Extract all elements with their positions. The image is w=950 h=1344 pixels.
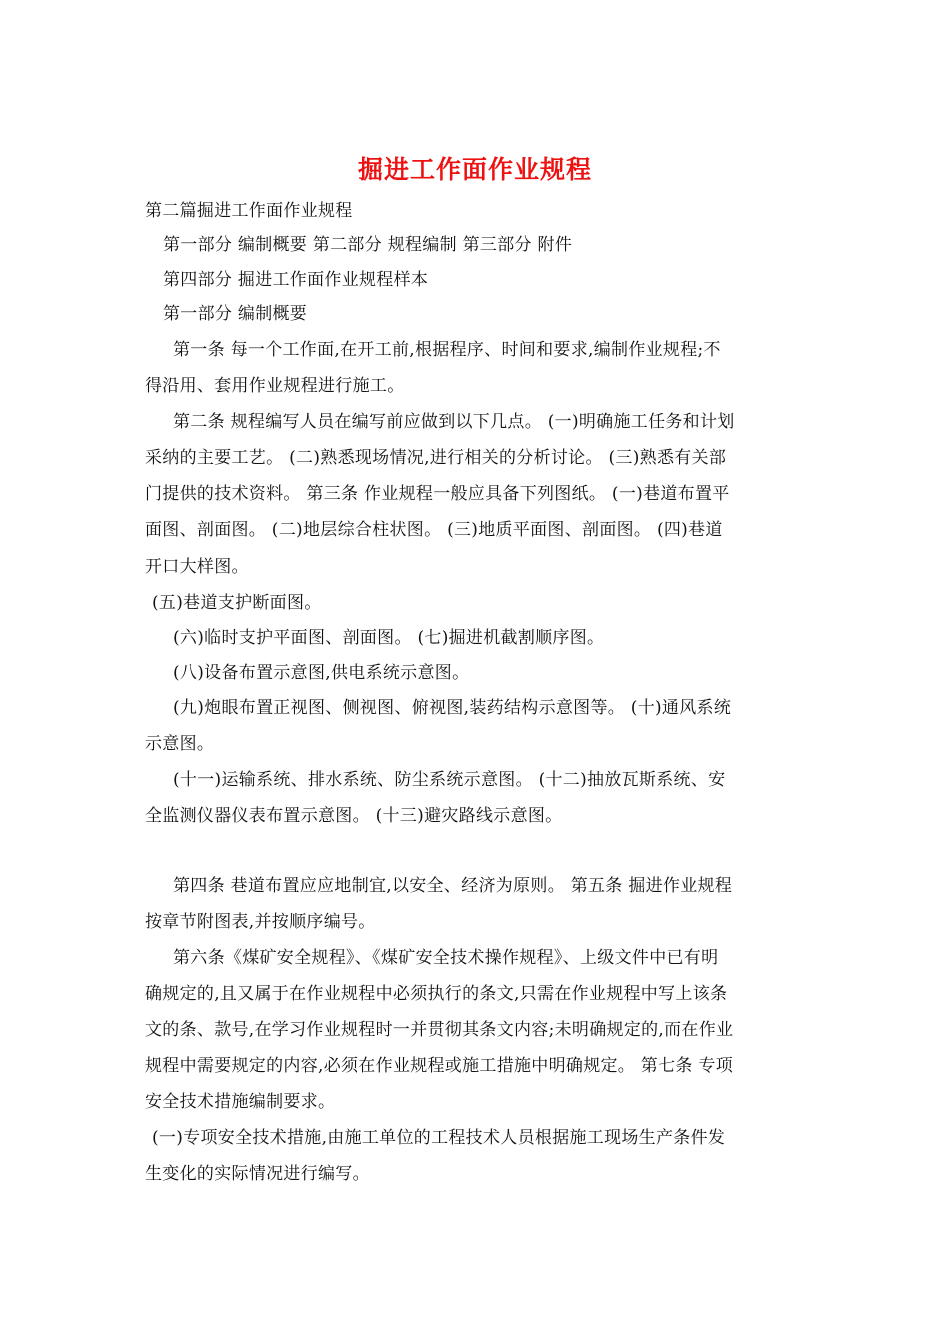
text-line: 得沿用、套用作业规程进行施工。 (145, 376, 405, 396)
text-line: 门提供的技术资料。 第三条 作业规程一般应具备下列图纸。 (一)巷道布置平 (145, 484, 730, 504)
text-line: 第一部分 编制概要 (163, 304, 308, 324)
document-title: 掘进工作面作业规程 (357, 155, 592, 184)
text-line: 文的条、款号,在学习作业规程时一并贯彻其条文内容;未明确规定的,而在作业 (145, 1020, 734, 1040)
text-line: 开口大样图。 (145, 557, 249, 577)
text-line: (八)设备布置示意图,供电系统示意图。 (173, 663, 470, 683)
text-line: 确规定的,且又属于在作业规程中必须执行的条文,只需在作业规程中写上该条 (145, 984, 728, 1004)
text-line: (五)巷道支护断面图。 (152, 593, 322, 613)
text-line: (九)炮眼布置正视图、侧视图、俯视图,装药结构示意图等。 (十)通风系统 (173, 698, 732, 718)
text-line: 面图、剖面图。 (二)地层综合柱状图。 (三)地质平面图、剖面图。 (四)巷道 (145, 520, 723, 540)
text-line: (一)专项安全技术措施,由施工单位的工程技术人员根据施工现场生产条件发 (152, 1128, 726, 1148)
text-line: 按章节附图表,并按顺序编号。 (145, 912, 376, 932)
text-line: 第二篇掘进工作面作业规程 (145, 201, 353, 221)
text-line: 第四条 巷道布置应应地制宜,以安全、经济为原则。 第五条 掘进作业规程 (173, 876, 733, 896)
text-line: 示意图。 (145, 734, 215, 754)
text-line: 全监测仪器仪表布置示意图。 (十三)避灾路线示意图。 (145, 806, 563, 826)
text-line: 规程中需要规定的内容,必须在作业规程或施工措施中明确规定。 第七条 专项 (145, 1056, 734, 1076)
text-line: 安全技术措施编制要求。 (145, 1092, 336, 1112)
text-line: 第四部分 掘进工作面作业规程样本 (163, 270, 429, 290)
text-line: 第一条 每一个工作面,在开工前,根据程序、时间和要求,编制作业规程;不 (173, 340, 721, 360)
text-line: (六)临时支护平面图、剖面图。 (七)掘进机截割顺序图。 (173, 628, 605, 648)
text-line: 采纳的主要工艺。 (二)熟悉现场情况,进行相关的分析讨论。 (三)熟悉有关部 (145, 448, 727, 468)
text-line: (十一)运输系统、排水系统、防尘系统示意图。 (十二)抽放瓦斯系统、安 (173, 770, 726, 790)
text-line: 生变化的实际情况进行编写。 (145, 1164, 370, 1184)
text-line: 第一部分 编制概要 第二部分 规程编制 第三部分 附件 (163, 235, 573, 255)
text-line: 第六条《煤矿安全规程》、《煤矿安全技术操作规程》、上级文件中已有明 (173, 948, 719, 968)
text-line: 第二条 规程编写人员在编写前应做到以下几点。 (一)明确施工任务和计划 (173, 412, 735, 432)
